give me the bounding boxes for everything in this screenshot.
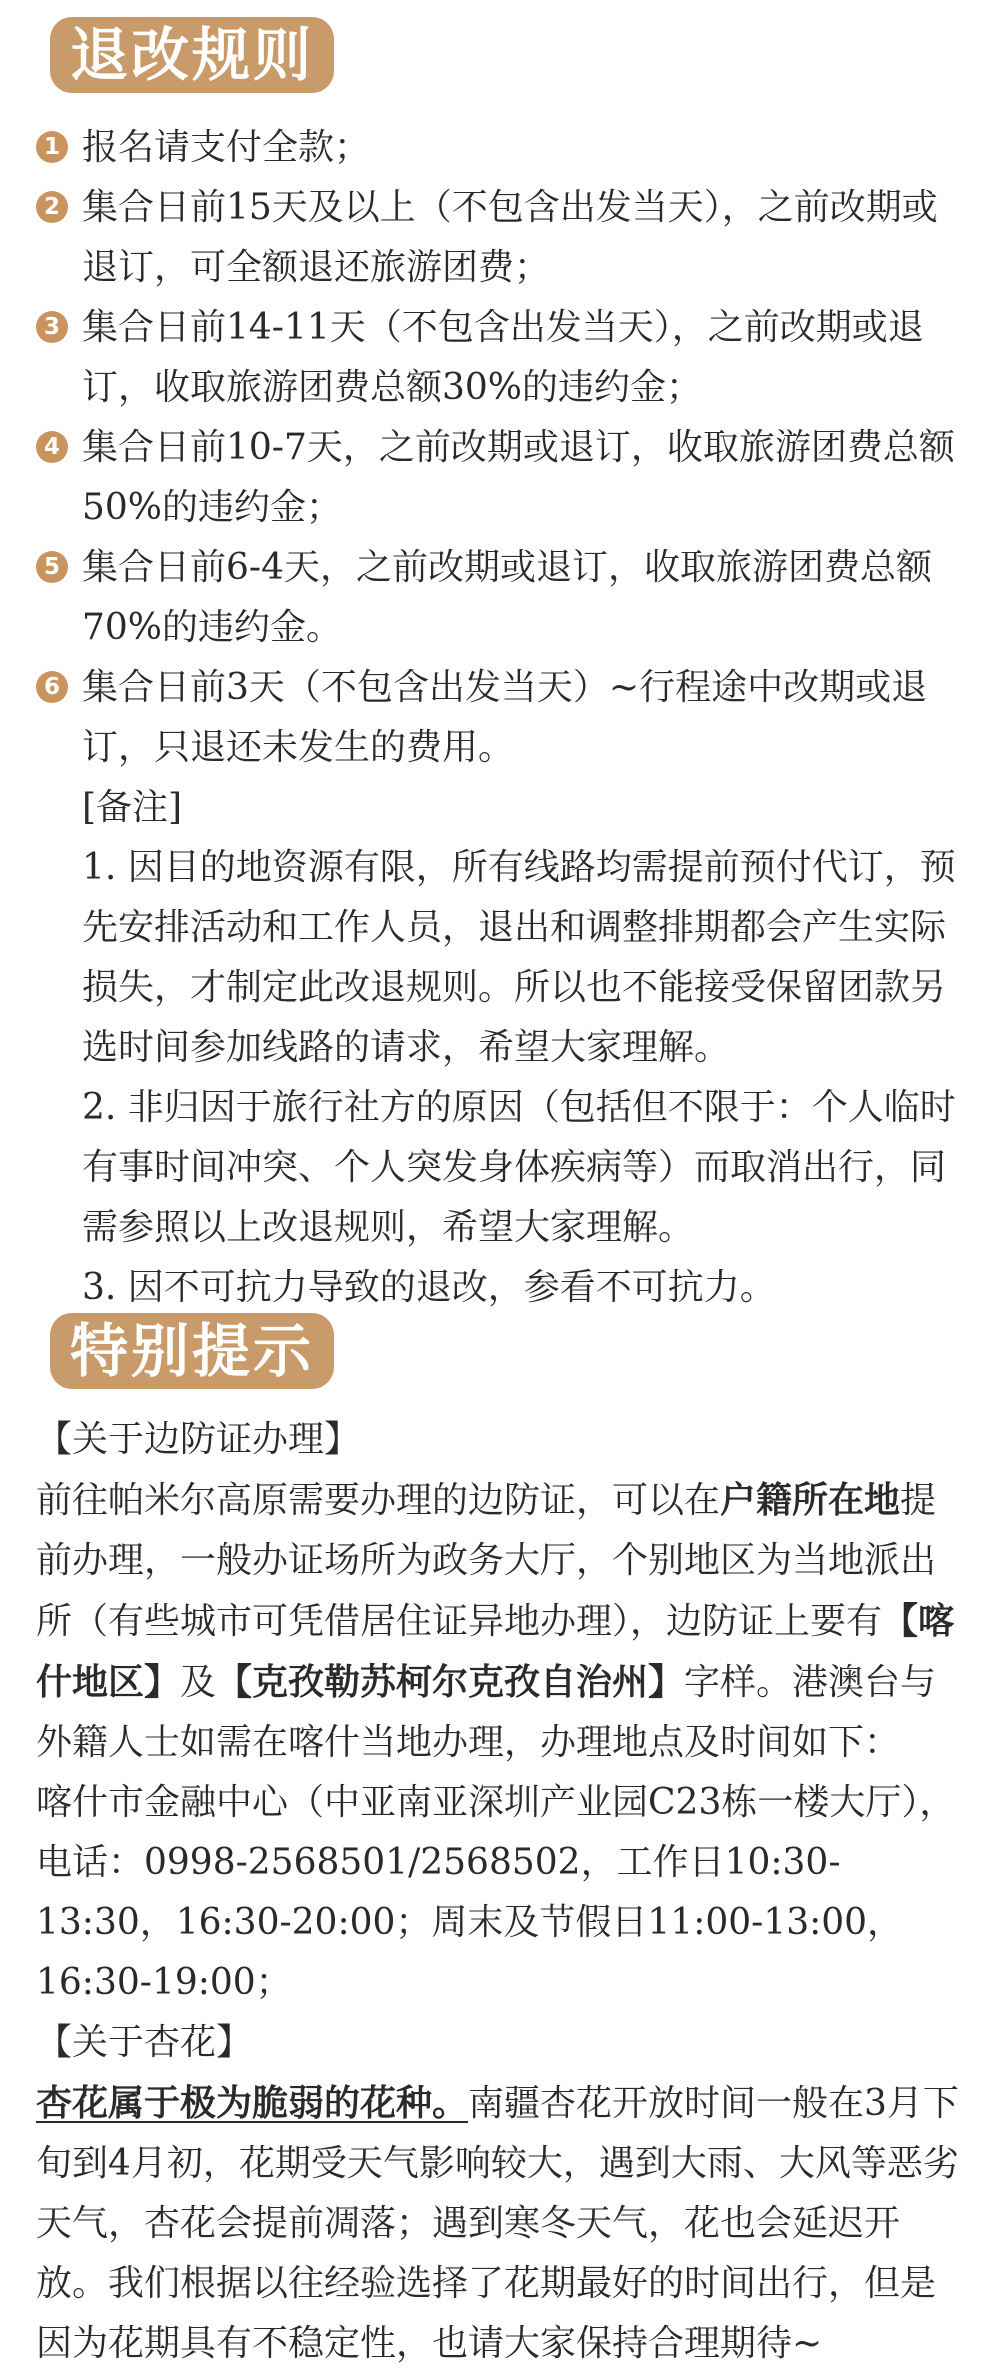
rule-item: [36, 418, 971, 538]
rule-item: [36, 118, 971, 178]
border-permit-heading: 【关于边防证办理】: [36, 1419, 361, 1460]
text: 及: [180, 1662, 217, 1703]
rule-text: 集合日前3天（不包含出发当天）~行程途中改期或退订，只退还未发生的费用。: [82, 667, 928, 768]
rule-item: [36, 178, 971, 298]
rule-text: 集合日前15天及以上（不包含出发当天），之前改期或退订，可全额退还旅游团费；: [82, 187, 938, 288]
bold-text: 户籍所在地: [720, 1479, 901, 1521]
rule-text: 报名请支付全款；: [82, 127, 371, 168]
note-item: 3. 因不可抗力导致的退改，参看不可抗力。: [82, 1267, 776, 1308]
number-4-icon: 4: [36, 431, 68, 463]
refund-rules-list: [36, 118, 971, 1318]
number-5-icon: 5: [36, 551, 68, 583]
rule-text: 集合日前6-4天，之前改期或退订，收取旅游团费总额70%的违约金。: [82, 547, 932, 648]
text: 前往帕米尔高原需要办理的边防证，可以在: [36, 1480, 721, 1521]
refund-rules-title-badge: [50, 17, 334, 93]
bold-text: 【喀什地区】: [36, 1600, 955, 1703]
refund-rules-title: 退改规则: [70, 21, 315, 89]
rule-item: [36, 658, 971, 778]
number-6-icon: 6: [36, 671, 68, 703]
text: 提前办理，一般办证场所为政务大厅，个别地区为当地派出所（有些城市可凭借居住证异地办理），边防证上要有: [36, 1480, 937, 1642]
rule-item: [36, 538, 971, 658]
apricot-paragraph: [36, 2073, 971, 2374]
number-1-icon: 1: [36, 131, 68, 163]
underlined-text: 杏花属于极为脆弱的花种。: [36, 2082, 469, 2124]
notes-block: [36, 778, 971, 1318]
rule-text: 集合日前10-7天，之前改期或退订，收取旅游团费总额50%的违约金；: [82, 427, 955, 528]
number-2-icon: 2: [36, 191, 68, 223]
text: 字样。港澳台与外籍人士如需在喀什当地办理，办理地点及时间如下：: [36, 1662, 937, 1763]
special-tips-title-badge: [50, 1313, 334, 1389]
apricot-heading: 【关于杏花】: [36, 2022, 253, 2063]
rule-item: [36, 298, 971, 418]
bold-text: 【克孜勒苏柯尔克孜自治州】: [216, 1661, 685, 1703]
notes-heading: [备注]: [82, 787, 183, 828]
border-permit-paragraph: [36, 1470, 971, 1773]
special-tips-title: 特别提示: [70, 1317, 315, 1385]
special-tips-body: [36, 1410, 971, 2374]
note-item: 2. 非归因于旅行社方的原因（包括但不限于：个人临时有事时间冲突、个人突发身体疾病等）而取消出行，同需参照以上改退规则，希望大家理解。: [82, 1087, 956, 1248]
note-item: 1. 因目的地资源有限，所有线路均需提前预付代订，预先安排活动和工作人员，退出和调整排期都会产生实际损失，才制定此改退规则。所以也不能接受保留团款另选时间参加线路的请求，希望大家理解。: [82, 847, 956, 1068]
rule-text: 集合日前14-11天（不包含出发当天），之前改期或退订，收取旅游团费总额30%的违约金；: [82, 307, 924, 408]
number-3-icon: 3: [36, 311, 68, 343]
border-permit-office-info: 喀什市金融中心（中亚南亚深圳产业园C23栋一楼大厅），电话：0998-2568501/2568502，工作日10:30-13:30，16:30-20:00；周末及节假日11:00-13:00，16:30-19:00；: [36, 1782, 956, 2003]
text: 南疆杏花开放时间一般在3月下旬到4月初，花期受天气影响较大，遇到大雨、大风等恶劣天气，杏花会提前凋落；遇到寒冬天气，花也会延迟开放。我们根据以往经验选择了花期最好的时间出行，但是因为花期具有不稳定性，也请大家保持合理期待~: [36, 2083, 959, 2364]
